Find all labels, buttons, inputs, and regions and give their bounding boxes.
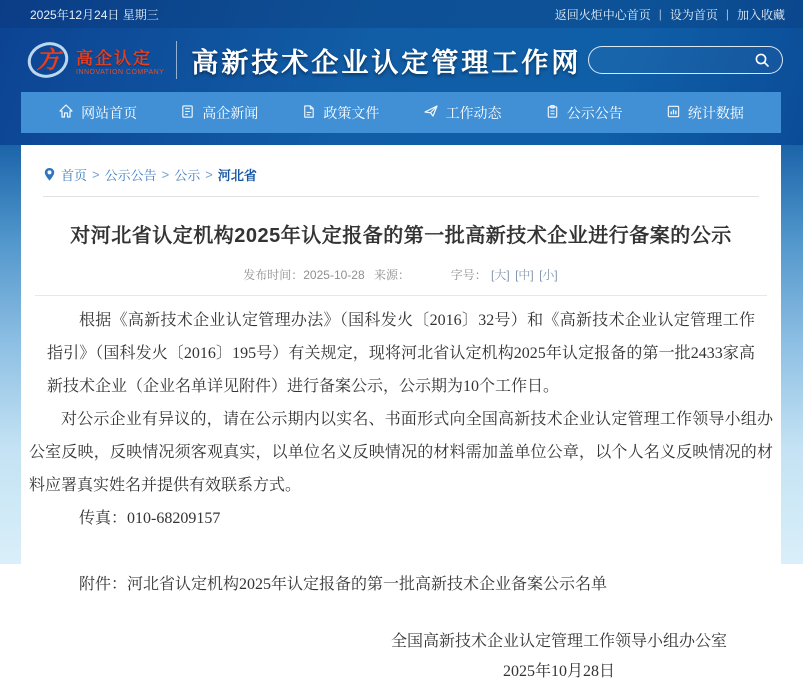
current-date: 2025年12月24日 星期三 <box>30 7 159 22</box>
search-area <box>588 46 783 74</box>
set-homepage-link[interactable]: 设为首页 <box>669 7 718 22</box>
logo-title: 高企认定 <box>76 49 152 68</box>
breadcrumb-divider <box>43 196 759 197</box>
news-icon <box>180 104 195 122</box>
article-body <box>29 304 773 687</box>
site-logo[interactable] <box>26 38 164 82</box>
torch-center-home-link[interactable]: 返回火炬中心首页 <box>554 7 651 22</box>
attachment-link[interactable]: 附件：河北省认定机构2025年认定报备的第一批高新技术企业备案公示名单 <box>79 576 608 593</box>
page-background <box>0 145 803 680</box>
nav-item-work-news[interactable] <box>417 92 508 133</box>
nav-label: 统计数据 <box>687 104 744 121</box>
paragraph-objection: 对公示企业有异议的，请在公示期内以实名、书面形式向全国高新技术企业认定管理工作领导小组办公室反映，反映情况须客观真实，以单位名义反映情况的材料需加盖单位公章，以个人名义反映情况的材料应署真实姓名并提供有效联系方式。 <box>29 411 773 494</box>
topbar-links <box>555 6 785 23</box>
nav-label: 政策文件 <box>323 104 380 121</box>
home-icon <box>58 103 74 122</box>
font-size-label: 字号： <box>450 268 487 282</box>
font-size-large-button[interactable]: [大] <box>491 268 510 282</box>
publish-time-label: 发布时间： <box>243 268 304 282</box>
add-favorite-link[interactable]: 加入收藏 <box>736 7 785 22</box>
policy-doc-icon <box>301 104 316 122</box>
chart-icon <box>666 104 681 122</box>
search-icon[interactable] <box>754 51 772 69</box>
signature-date: 2025年10月28日 <box>502 663 615 680</box>
article-meta <box>33 266 769 283</box>
search-input[interactable] <box>599 53 754 67</box>
font-size-small-button[interactable]: [小] <box>539 268 558 282</box>
font-size-medium-button[interactable]: [中] <box>515 268 534 282</box>
nav-label: 工作动态 <box>445 104 502 121</box>
logo-text <box>76 44 164 76</box>
nav-item-home[interactable] <box>52 92 143 133</box>
meta-divider <box>35 295 767 296</box>
logo-circle-icon <box>26 38 70 82</box>
search-box[interactable] <box>588 46 783 74</box>
breadcrumb-home[interactable]: 首页 <box>61 168 88 183</box>
site-header <box>0 0 803 145</box>
breadcrumb-current-hebei: 河北省 <box>217 168 257 183</box>
banner <box>0 28 803 92</box>
location-pin-icon <box>43 167 56 182</box>
nav-label: 高企新闻 <box>202 104 259 121</box>
breadcrumb-publicity[interactable]: 公示 <box>174 168 201 183</box>
nav-label: 公示公告 <box>566 104 623 121</box>
clipboard-icon <box>545 104 560 122</box>
link-separator: | <box>658 7 662 21</box>
paragraph-basis: 根据《高新技术企业认定管理办法》（国科发火〔2016〕32号）和《高新技术企业认定管理工作指引》（国科发火〔2016〕195号）有关规定，现将河北省认定机构2025年认定报备的第一批2433家高新技术企业（企业名单详见附件）进行备案公示，公示期为10个工作日。 <box>47 312 755 395</box>
main-nav <box>21 92 781 133</box>
breadcrumb-separator: > <box>161 167 170 182</box>
logo-subtitle: INNOVATION COMPANY <box>76 69 165 76</box>
header-divider <box>176 41 177 79</box>
article-title: 对河北省认定机构2025年认定报备的第一批高新技术企业进行备案的公示 <box>70 225 732 247</box>
nav-label: 网站首页 <box>81 104 138 121</box>
link-separator: | <box>725 7 729 21</box>
content-panel <box>21 145 781 680</box>
paper-plane-icon <box>423 103 439 122</box>
breadcrumb <box>33 163 769 196</box>
signature-org: 全国高新技术企业认定管理工作领导小组办公室 <box>390 633 727 650</box>
signature-block <box>391 627 727 687</box>
top-utility-bar <box>0 0 803 28</box>
site-title: 高新技术企业认定管理工作网 <box>191 41 581 80</box>
nav-item-statistics[interactable] <box>660 92 750 133</box>
source-label: 来源： <box>373 268 410 282</box>
svg-text:方: 方 <box>36 48 60 74</box>
publish-date: 2025-10-28 <box>303 268 365 282</box>
fax-number: 传真：010-68209157 <box>79 510 221 527</box>
nav-item-announcements[interactable] <box>539 92 629 133</box>
nav-item-news[interactable] <box>174 92 264 133</box>
breadcrumb-announcements[interactable]: 公示公告 <box>104 168 157 183</box>
nav-item-policy[interactable] <box>295 92 385 133</box>
breadcrumb-separator: > <box>92 167 100 182</box>
breadcrumb-separator: > <box>205 167 213 182</box>
